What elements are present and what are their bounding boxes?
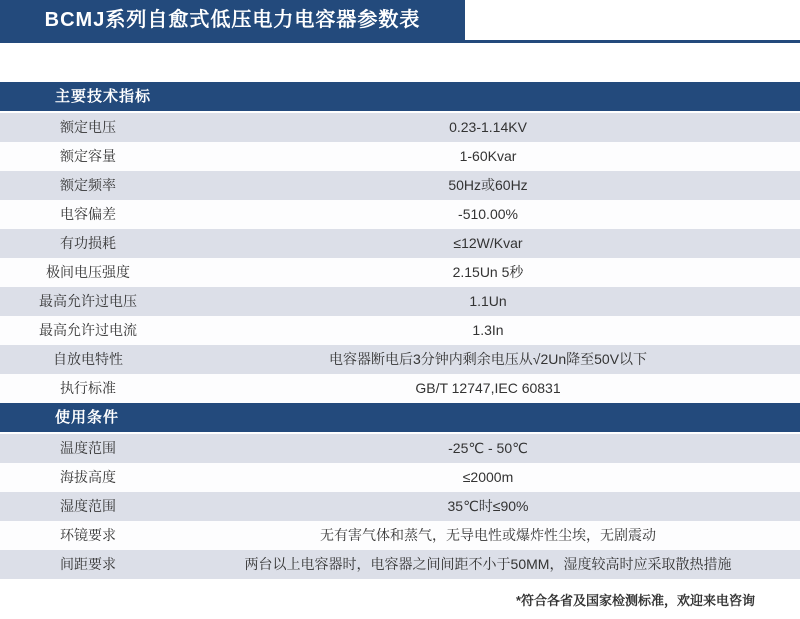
row-value: 2.15Un 5秒: [452, 264, 524, 280]
table-row: [0, 200, 800, 229]
top-spacer: [0, 43, 800, 82]
row-label: 湿度范围: [60, 498, 116, 514]
page-title: BCMJ系列自愈式低压电力电容器参数表: [0, 0, 465, 40]
table-row: [0, 374, 800, 403]
table-row: [0, 316, 800, 345]
row-value: ≤12W/Kvar: [453, 235, 523, 251]
row-label: 海拔高度: [60, 469, 116, 485]
table-row: [0, 142, 800, 171]
row-label: 自放电特性: [53, 351, 123, 367]
row-value: GB/T 12747,IEC 60831: [415, 380, 561, 396]
row-value: 两台以上电容器时，电容器之间间距不小于50MM，湿度较高时应采取散热措施: [244, 556, 732, 572]
row-label: 最高允许过电压: [39, 293, 137, 309]
row-value: -25℃ - 50℃: [448, 440, 528, 456]
row-value: 0.23-1.14KV: [449, 119, 527, 135]
row-value: 电容器断电后3分钟内剩余电压从√2Un降至50V以下: [328, 351, 648, 367]
section-header-label: 使用条件: [55, 409, 120, 426]
title-strip: [0, 0, 800, 43]
row-value: 1.3In: [472, 322, 504, 338]
table-row: [0, 345, 800, 374]
section-header: [0, 82, 800, 111]
row-label: 额定容量: [60, 148, 116, 164]
spec-table: [0, 82, 800, 579]
row-label: 极间电压强度: [46, 264, 130, 280]
table-row: [0, 258, 800, 287]
table-row: [0, 287, 800, 316]
row-value: -510.00%: [458, 206, 518, 222]
table-row: [0, 492, 800, 521]
row-value: 35℃时≤90%: [447, 498, 529, 514]
row-label: 温度范围: [60, 440, 116, 456]
table-row: [0, 229, 800, 258]
table-row: [0, 463, 800, 492]
section-header-label: 主要技术指标: [55, 88, 152, 105]
row-value: 无有害气体和蒸气，无导电性或爆炸性尘埃，无剧震动: [320, 527, 656, 543]
row-label: 执行标准: [60, 380, 116, 396]
row-label: 额定频率: [60, 177, 116, 193]
row-label: 有功损耗: [60, 235, 116, 251]
row-label: 额定电压: [60, 119, 116, 135]
row-label: 环镜要求: [60, 527, 116, 543]
row-label: 最高允许过电流: [39, 322, 137, 338]
table-row: [0, 550, 800, 579]
row-label: 间距要求: [60, 556, 116, 572]
section-header: [0, 403, 800, 432]
row-value: 50Hz或60Hz: [448, 177, 528, 193]
row-label: 电容偏差: [60, 206, 116, 222]
table-row: [0, 171, 800, 200]
row-value: 1.1Un: [469, 293, 507, 309]
row-value: ≤2000m: [462, 469, 514, 485]
table-row: [0, 434, 800, 463]
table-row: [0, 521, 800, 550]
row-value: 1-60Kvar: [459, 148, 517, 164]
table-row: [0, 113, 800, 142]
footnote-text: *符合各省及国家检测标准，欢迎来电咨询: [515, 593, 755, 608]
